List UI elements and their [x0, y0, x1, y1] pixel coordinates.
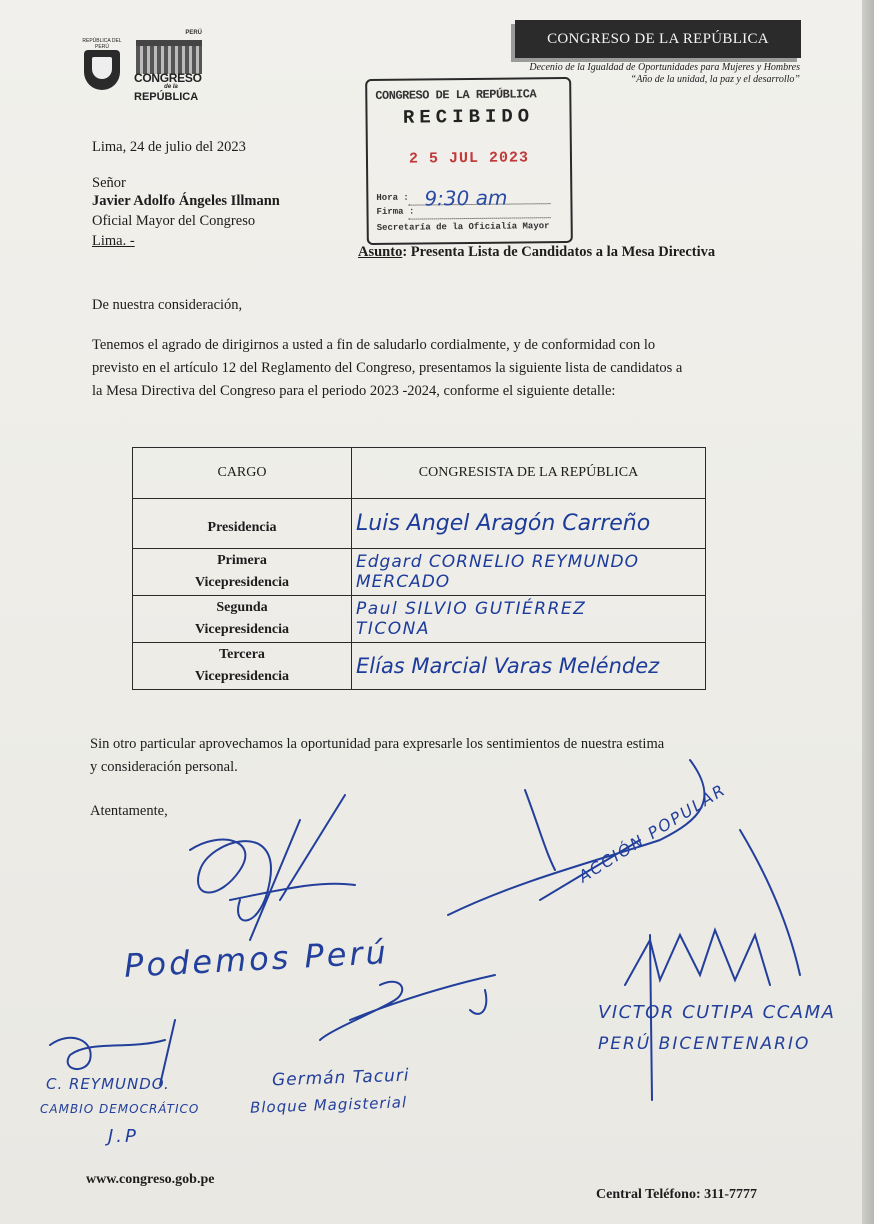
signature-jp-label: J.P [108, 1126, 139, 1147]
signature-german-label: Germán Tacuri [271, 1065, 410, 1091]
logo-line2: de la [164, 84, 178, 90]
stamp-date: 2 5 JUL 2023 [408, 149, 530, 168]
logo-line3: REPÚBLICA [134, 91, 199, 103]
signature-podemos-label: Podemos Perú [123, 933, 390, 985]
cargo-line2: Vicepresidencia [194, 622, 290, 637]
signoff: Atentamente, [90, 803, 168, 819]
greeting: De nuestra consideración, [92, 297, 243, 313]
signature-accion-popular [448, 760, 704, 915]
signature-victor-label: VICTOR CUTIPA CCAMA [598, 1002, 836, 1023]
crest-label: REPÚBLICA DEL PERÚ [82, 38, 122, 50]
candidate-name-line1: Edgard CORNELIO REYMUNDO [356, 552, 639, 572]
stamp-hora-label: Hora : [376, 192, 409, 203]
signature-accion-popular-label: ACCIÓN POPULAR [575, 779, 730, 887]
candidate-name-line2: TICONA [356, 619, 430, 639]
candidate-name-line1: Elías Marcial Varas Meléndez [356, 654, 660, 678]
recipient-name: Javier Adolfo Ángeles Illmann [92, 193, 280, 209]
signature-german [320, 975, 495, 1040]
decenio-line1: Decenio de la Igualdad de Oportunidades para Mujeres y Hombres [529, 62, 800, 73]
body-line1: Tenemos el agrado de dirigirnos a usted a fin de saludarlo cordialmente, y de conformidad con lo [92, 337, 656, 353]
cargo-line1: Segunda [216, 600, 268, 615]
signature-victor [625, 830, 800, 1100]
subject-label: Asunto [358, 244, 403, 260]
stamp-recibido: RECIBIDO [402, 105, 535, 129]
cargo-line1: Tercera [219, 647, 265, 662]
subject-text: : Presenta Lista de Candidatos a la Mesa Directiva [402, 244, 716, 260]
header-cargo: CARGO [133, 448, 352, 499]
closing-line1: Sin otro particular aprovechamos la oportunidad para expresarle los sentimientos de nuestra estima [90, 736, 665, 752]
decenio-line2: “Año de la unidad, la paz y el desarrollo” [630, 74, 800, 85]
recipient-city: Lima. - [92, 233, 135, 249]
signature-cambio-label: CAMBIO DEMOCRÁTICO [40, 1102, 200, 1116]
stamp-hora-value: 9:30 am [424, 185, 508, 211]
salutation-title: Señor [92, 175, 126, 191]
candidate-name-line1: Paul SILVIO GUTIÉRREZ [356, 599, 587, 619]
body-line2: previsto en el artículo 12 del Reglamento del Congreso, presentamos la siguiente lista de candidatos a [92, 360, 683, 376]
stamp-office: Secretaría de la Oficialía Mayor [376, 221, 550, 233]
candidate-name-line2: MERCADO [356, 572, 451, 592]
cargo-line1: Presidencia [207, 520, 277, 535]
page-edge-shadow [862, 0, 874, 1224]
footer-phone: Central Teléfono: 311-7777 [596, 1187, 757, 1202]
building-label: PERÚ [185, 30, 202, 36]
stamp-line1: CONGRESO DE LA REPÚBLICA [375, 87, 537, 103]
cargo-line1: Primera [217, 553, 267, 568]
header-congresista: CONGRESISTA DE LA REPÚBLICA [352, 448, 706, 499]
signature-reymundo-label: C. REYMUNDO. [46, 1075, 170, 1093]
cargo-line2: Vicepresidencia [194, 669, 290, 684]
logo-line1: CONGRESO [134, 71, 202, 85]
recipient-post: Oficial Mayor del Congreso [92, 213, 256, 229]
header-banner: CONGRESO DE LA REPÚBLICA [515, 20, 801, 58]
candidate-name-line1: Luis Angel Aragón Carreño [356, 511, 651, 536]
place-date: Lima, 24 de julio del 2023 [92, 139, 246, 155]
cargo-line2: Vicepresidencia [194, 575, 290, 590]
closing-line2: y consideración personal. [90, 759, 238, 775]
stamp-firma-label: Firma : [376, 206, 415, 217]
footer-website: www.congreso.gob.pe [86, 1172, 215, 1187]
signature-peru-bicentenario-label: PERÚ BICENTENARIO [598, 1034, 811, 1054]
signature-podemos [190, 795, 355, 940]
body-line3: la Mesa Directiva del Congreso para el periodo 2023 -2024, conforme el siguiente detalle: [92, 383, 616, 399]
signature-bloque-label: Bloque Magisterial [249, 1093, 408, 1117]
